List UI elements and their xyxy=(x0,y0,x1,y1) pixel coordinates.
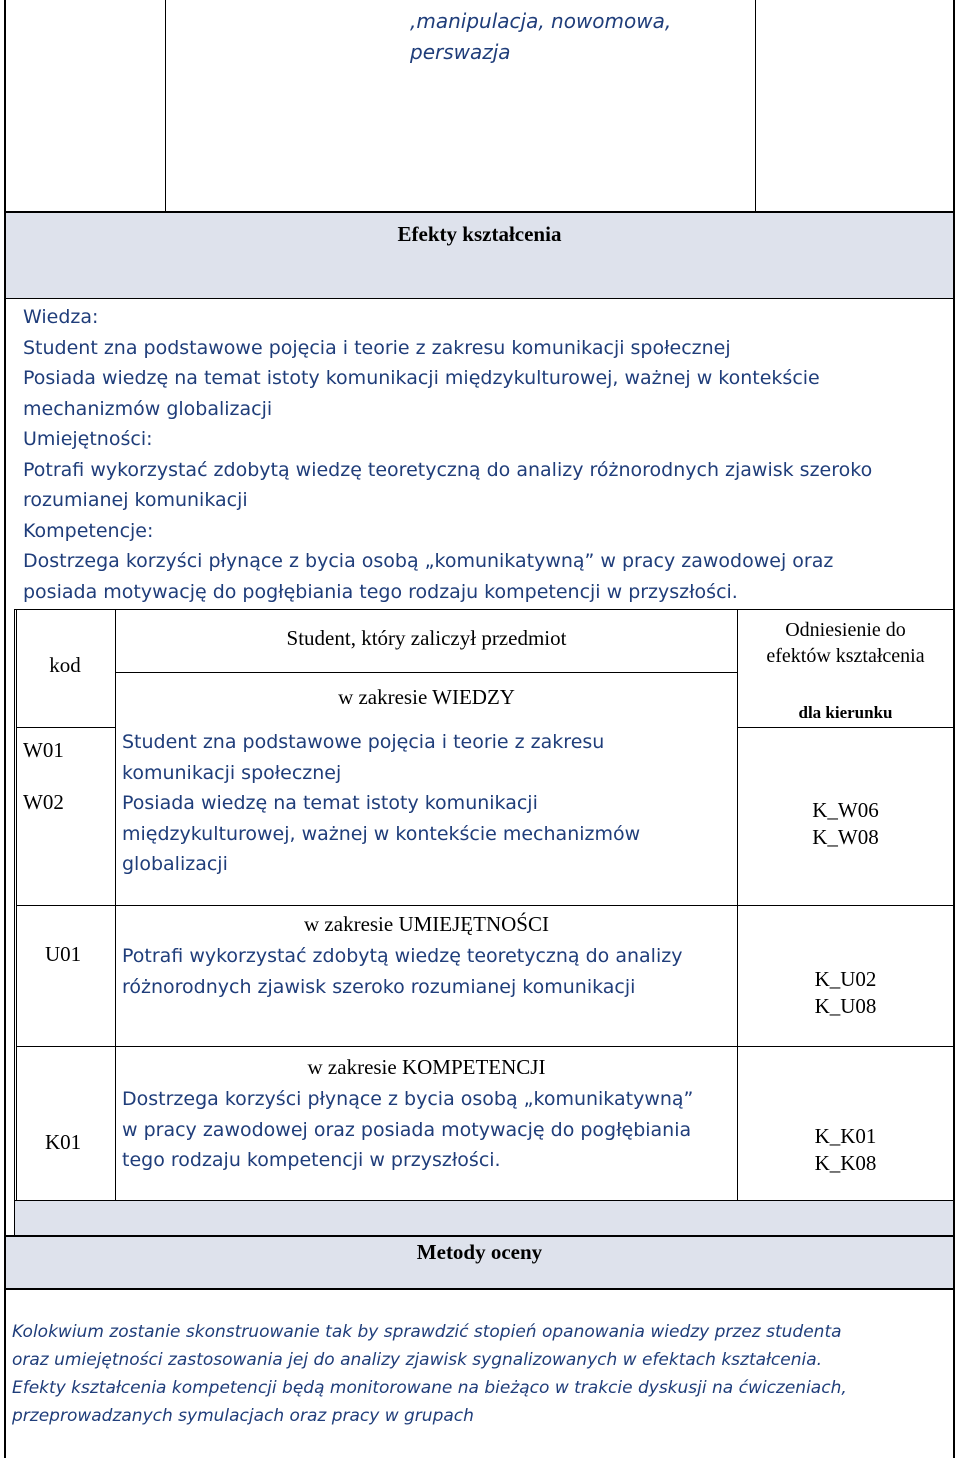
effects-line: Posiada wiedzę na temat istoty komunikacji międzykulturowej, ważnej w kontekście xyxy=(23,367,820,389)
code-u01: U01 xyxy=(45,942,82,966)
methods-header: Metody oceny xyxy=(416,1240,543,1264)
col-header-reference-sub: dla kierunku xyxy=(798,703,893,722)
ref-k-u02: K_U02 xyxy=(814,967,877,991)
kompetencje-refs xyxy=(738,1123,953,1177)
wiedza-line: globalizacji xyxy=(122,853,228,875)
kompetencje-line: w pracy zawodowej oraz posiada motywację do pogłębiania xyxy=(122,1118,692,1141)
effects-text xyxy=(23,302,943,607)
methods-line: przeprowadzanych symulacjach oraz pracy w grupach xyxy=(12,1406,474,1426)
wiedza-line: komunikacji społecznej xyxy=(122,761,342,784)
kod-header-bottom xyxy=(16,727,116,728)
umiejetnosci-line: Potrafi wykorzystać zdobytą wiedzę teoretyczną do analizy xyxy=(122,945,683,967)
top-divider-1 xyxy=(165,0,166,212)
effects-header: Efekty kształcenia xyxy=(397,222,562,246)
student-header-bottom xyxy=(116,672,737,673)
table-footer-bg xyxy=(14,1200,953,1235)
top-cell-line-2: perswazja xyxy=(410,40,511,64)
effects-line: Kompetencje: xyxy=(23,519,154,542)
section-kompetencje: w zakresie KOMPETENCJI xyxy=(307,1055,546,1079)
umiejetnosci-line: różnorodnych zjawisk szeroko rozumianej komunikacji xyxy=(122,975,636,998)
effects-line: posiada motywację do pogłębiania tego rodzaju kompetencji w przyszłości. xyxy=(23,580,738,603)
umiejetnosci-refs xyxy=(738,966,953,1020)
methods-header-top-border xyxy=(4,1235,955,1237)
top-cell-line-1: ,manipulacja, nowomowa, xyxy=(410,9,672,33)
kompetencje-text xyxy=(122,1084,734,1176)
row-umiejetnosci-bottom xyxy=(16,1046,954,1047)
methods-header-bottom-border xyxy=(4,1288,955,1290)
wiedza-line: międzykulturowej, ważnej w kontekście mechanizmów xyxy=(122,822,641,845)
effects-line: Dostrzega korzyści płynące z bycia osobą „komunikatywną” w pracy zawodowej oraz xyxy=(23,550,834,572)
top-cell-text xyxy=(410,6,750,68)
section-umiejetnosci: w zakresie UMIEJĘTNOŚCI xyxy=(304,912,549,936)
effects-line: rozumianej komunikacji xyxy=(23,489,248,511)
methods-line: Kolokwium zostanie skonstruowanie tak by sprawdzić stopień opanowania wiedzy przez studenta xyxy=(12,1322,842,1342)
ref-k-u08: K_U08 xyxy=(814,994,877,1018)
col-header-kod: kod xyxy=(49,653,81,677)
top-row-bottom-border xyxy=(4,211,955,213)
table-left-border xyxy=(14,609,15,1235)
effects-line: Umiejętności: xyxy=(23,428,153,450)
umiejetnosci-text xyxy=(122,941,734,1002)
wiedza-refs xyxy=(738,797,953,851)
code-w01: W01 xyxy=(23,738,64,762)
kompetencje-line: tego rodzaju kompetencji w przyszłości. xyxy=(122,1149,501,1171)
code-k01: K01 xyxy=(45,1130,82,1154)
table-rows-bottom-border xyxy=(14,1200,954,1201)
ref-header-bottom xyxy=(737,727,954,728)
effects-line: Potrafi wykorzystać zdobytą wiedzę teoretyczną do analizy różnorodnych zjawisk szeroko xyxy=(23,458,873,481)
col-header-reference-line-1: Odniesienie do xyxy=(785,619,906,641)
effects-line: Wiedza: xyxy=(23,306,99,328)
wiedza-line: Posiada wiedzę na temat istoty komunikacji xyxy=(122,792,538,814)
table-top-border xyxy=(14,609,954,610)
ref-k-w06: K_W06 xyxy=(812,798,879,822)
effects-header-bottom-border xyxy=(4,298,955,299)
wiedza-line: Student zna podstawowe pojęcia i teorie z zakresu xyxy=(122,731,605,753)
top-divider-2 xyxy=(755,0,756,212)
row-wiedza-bottom xyxy=(16,905,954,906)
ref-k-w08: K_W08 xyxy=(812,825,879,849)
ref-k-k08: K_K08 xyxy=(814,1151,877,1175)
methods-line: oraz umiejętności zastosowania jej do analizy zjawisk sygnalizowanych w efektach kształcenia. xyxy=(12,1350,823,1370)
methods-text xyxy=(12,1318,952,1430)
col-header-student: Student, który zaliczył przedmiot xyxy=(286,626,567,650)
kompetencje-line: Dostrzega korzyści płynące z bycia osobą „komunikatywną” xyxy=(122,1088,694,1110)
code-w02: W02 xyxy=(23,790,64,814)
ref-k-k01: K_K01 xyxy=(814,1124,877,1148)
effects-line: mechanizmów globalizacji xyxy=(23,397,273,420)
col-header-reference-line-2: efektów kształcenia xyxy=(766,645,925,667)
effects-line: Student zna podstawowe pojęcia i teorie z zakresu komunikacji społecznej xyxy=(23,336,731,359)
outer-left-border xyxy=(4,0,6,1458)
methods-line: Efekty kształcenia kompetencji będą monitorowane na bieżąco w trakcie dyskusji na ćwiczeniach, xyxy=(12,1378,847,1398)
section-wiedza: w zakresie WIEDZY xyxy=(338,685,515,709)
col-header-reference xyxy=(738,617,953,669)
outer-right-border xyxy=(953,0,955,1458)
wiedza-text xyxy=(122,727,734,880)
